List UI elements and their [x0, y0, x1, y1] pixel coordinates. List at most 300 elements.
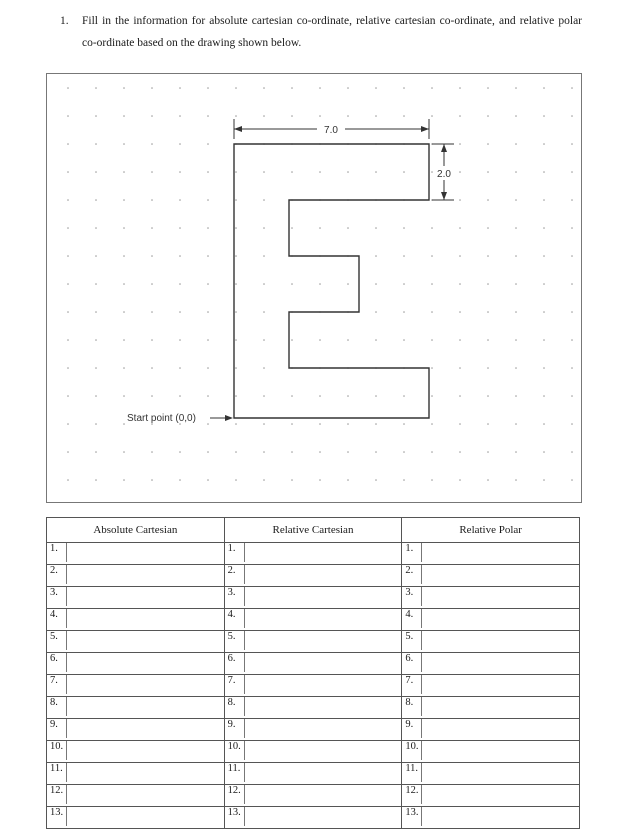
grid-dot: [235, 171, 237, 173]
grid-dot: [235, 339, 237, 341]
grid-dot: [263, 115, 265, 117]
grid-dot: [515, 479, 517, 481]
grid-dot: [207, 395, 209, 397]
grid-dot: [179, 395, 181, 397]
grid-dot: [375, 451, 377, 453]
row-number: 11.: [405, 763, 422, 782]
grid-dot: [571, 171, 573, 173]
grid-dot: [487, 423, 489, 425]
grid-dot: [151, 227, 153, 229]
grid-dot: [123, 479, 125, 481]
grid-dot: [179, 87, 181, 89]
grid-dot: [123, 143, 125, 145]
grid-dot: [431, 255, 433, 257]
grid-dot: [347, 451, 349, 453]
grid-dot: [179, 171, 181, 173]
grid-dot: [459, 255, 461, 257]
grid-dot: [431, 227, 433, 229]
grid-dot: [459, 311, 461, 313]
relative-polar-cell[interactable]: [402, 543, 580, 565]
grid-dot: [319, 395, 321, 397]
dimension-2-arrow-top: [441, 144, 447, 152]
relative-cartesian-cell[interactable]: [224, 565, 402, 587]
table-row: [47, 587, 580, 609]
grid-dot: [487, 115, 489, 117]
question-text: Fill in the information for absolute cartesian co-ordinate, relative cartesian co-ordinate, and relative polar co-ordinate based on the drawing shown below.: [82, 15, 582, 49]
grid-dot: [95, 143, 97, 145]
grid-dot: [179, 451, 181, 453]
grid-dot: [347, 171, 349, 173]
grid-dot: [515, 199, 517, 201]
grid-dot: [95, 87, 97, 89]
grid-dot: [263, 199, 265, 201]
grid-dot: [207, 367, 209, 369]
grid-dot: [515, 87, 517, 89]
absolute-cartesian-cell[interactable]: [47, 741, 225, 763]
grid-dot: [207, 87, 209, 89]
e-shape-drawing: [47, 74, 581, 502]
grid-dot: [515, 255, 517, 257]
start-point-label: Start point (0,0): [127, 413, 196, 424]
relative-polar-cell[interactable]: [402, 763, 580, 785]
grid-dot: [459, 227, 461, 229]
grid-dot: [375, 283, 377, 285]
dimension-7-label: 7.0: [324, 125, 338, 136]
grid-dot: [291, 227, 293, 229]
absolute-cartesian-cell[interactable]: [47, 785, 225, 807]
row-number: 3.: [405, 587, 422, 606]
row-number: 4.: [50, 609, 67, 628]
grid-dot: [95, 339, 97, 341]
grid-dot: [543, 283, 545, 285]
dimension-7-arrow-right: [421, 126, 429, 132]
grid-dot: [543, 423, 545, 425]
grid-dot: [543, 87, 545, 89]
grid-dot: [179, 255, 181, 257]
row-number: 7.: [405, 675, 422, 694]
grid-dot: [347, 339, 349, 341]
table-row: [47, 543, 580, 565]
grid-dot: [431, 311, 433, 313]
relative-cartesian-cell[interactable]: [224, 587, 402, 609]
grid-dot: [571, 227, 573, 229]
grid-dot: [543, 199, 545, 201]
grid-dot: [263, 87, 265, 89]
answer-table-wrapper: [46, 517, 580, 829]
row-number: 2.: [50, 565, 67, 584]
grid-dot: [487, 199, 489, 201]
grid-dot: [95, 395, 97, 397]
grid-dot: [571, 143, 573, 145]
relative-polar-cell[interactable]: [402, 631, 580, 653]
grid-dot: [375, 479, 377, 481]
grid-dot: [95, 367, 97, 369]
grid-dot: [207, 311, 209, 313]
grid-dot: [403, 283, 405, 285]
grid-dot: [151, 199, 153, 201]
row-number: 4.: [405, 609, 422, 628]
question-number: 1.: [60, 15, 69, 27]
grid-dot: [207, 423, 209, 425]
grid-dot: [375, 339, 377, 341]
row-number: 3.: [50, 587, 67, 606]
row-number: 11.: [50, 763, 67, 782]
grid-dot: [151, 339, 153, 341]
grid-dot: [403, 227, 405, 229]
grid-dot: [403, 395, 405, 397]
grid-dot: [431, 479, 433, 481]
grid-dot: [123, 423, 125, 425]
grid-dot: [151, 367, 153, 369]
grid-dot: [515, 395, 517, 397]
absolute-cartesian-cell[interactable]: [47, 763, 225, 785]
grid-dot: [179, 143, 181, 145]
row-number: 5.: [50, 631, 67, 650]
grid-dot: [403, 115, 405, 117]
row-number: 5.: [228, 631, 245, 650]
grid-dot: [179, 311, 181, 313]
dimension-7-arrow-left: [234, 126, 242, 132]
row-number: 1.: [405, 543, 422, 562]
grid-dot: [151, 115, 153, 117]
relative-cartesian-cell[interactable]: [224, 785, 402, 807]
grid-dot: [431, 339, 433, 341]
grid-dot: [571, 479, 573, 481]
grid-dot: [179, 227, 181, 229]
grid-dot: [123, 199, 125, 201]
grid-dot: [347, 87, 349, 89]
relative-polar-cell[interactable]: [402, 587, 580, 609]
grid-dot: [347, 479, 349, 481]
relative-polar-cell[interactable]: [402, 807, 580, 829]
grid-dot: [459, 367, 461, 369]
grid-dot: [403, 451, 405, 453]
grid-dot: [67, 311, 69, 313]
grid-dot: [487, 451, 489, 453]
row-number: 12.: [405, 785, 422, 804]
relative-cartesian-cell[interactable]: [224, 609, 402, 631]
grid-dot: [571, 423, 573, 425]
row-number: 6.: [405, 653, 422, 672]
row-number: 9.: [50, 719, 67, 738]
grid-dot: [543, 311, 545, 313]
grid-dot: [207, 227, 209, 229]
grid-dot: [235, 255, 237, 257]
relative-cartesian-cell[interactable]: [224, 543, 402, 565]
grid-dot: [95, 115, 97, 117]
grid-dot: [123, 255, 125, 257]
grid-dot: [123, 339, 125, 341]
grid-dot: [235, 395, 237, 397]
relative-cartesian-cell[interactable]: [224, 719, 402, 741]
grid-dot: [235, 115, 237, 117]
grid-dot: [347, 227, 349, 229]
grid-dot: [151, 479, 153, 481]
relative-cartesian-cell[interactable]: [224, 697, 402, 719]
grid-dot: [291, 423, 293, 425]
grid-dot: [459, 87, 461, 89]
grid-dot: [515, 339, 517, 341]
grid-dot: [515, 367, 517, 369]
grid-dot: [67, 479, 69, 481]
grid-dot: [291, 171, 293, 173]
row-number: 3.: [228, 587, 245, 606]
row-number: 13.: [405, 807, 422, 826]
relative-cartesian-cell[interactable]: [224, 763, 402, 785]
grid-dot: [263, 283, 265, 285]
row-number: 2.: [405, 565, 422, 584]
row-number: 8.: [228, 697, 245, 716]
header-relative-polar: Relative Polar: [402, 518, 580, 543]
relative-polar-cell[interactable]: [402, 785, 580, 807]
grid-dot: [263, 255, 265, 257]
grid-dot: [151, 143, 153, 145]
grid-dot: [151, 87, 153, 89]
table-row: [47, 675, 580, 697]
grid-dot: [543, 339, 545, 341]
grid-dot: [235, 451, 237, 453]
row-number: 12.: [50, 785, 67, 804]
grid-dot: [431, 171, 433, 173]
grid-dot: [459, 479, 461, 481]
grid-dot: [375, 395, 377, 397]
absolute-cartesian-cell[interactable]: [47, 609, 225, 631]
row-number: 9.: [228, 719, 245, 738]
e-shape-outline: [234, 144, 429, 418]
row-number: 10.: [228, 741, 245, 760]
table-row: [47, 763, 580, 785]
table-body: [47, 543, 580, 829]
grid-dot: [431, 115, 433, 117]
grid-dot: [571, 87, 573, 89]
grid-dot: [207, 479, 209, 481]
grid-dot: [515, 143, 517, 145]
grid-dot: [123, 115, 125, 117]
grid-dot: [235, 199, 237, 201]
grid-dot: [123, 283, 125, 285]
grid-dot: [123, 87, 125, 89]
grid-dot: [403, 87, 405, 89]
grid-dot: [571, 115, 573, 117]
grid-dot: [179, 283, 181, 285]
grid-dot: [235, 423, 237, 425]
grid-dot: [375, 115, 377, 117]
grid-dot: [403, 423, 405, 425]
grid-dot: [347, 423, 349, 425]
grid-dot: [123, 451, 125, 453]
grid-dot: [263, 451, 265, 453]
grid-dot: [487, 479, 489, 481]
grid-dot: [487, 227, 489, 229]
grid-dot: [263, 367, 265, 369]
grid-dot: [151, 395, 153, 397]
table-row: [47, 609, 580, 631]
relative-polar-cell[interactable]: [402, 697, 580, 719]
grid-dot: [95, 423, 97, 425]
grid-dot: [151, 283, 153, 285]
row-number: 12.: [228, 785, 245, 804]
row-number: 8.: [50, 697, 67, 716]
grid-dot: [67, 451, 69, 453]
grid-dot: [291, 479, 293, 481]
absolute-cartesian-cell[interactable]: [47, 807, 225, 829]
relative-cartesian-cell[interactable]: [224, 741, 402, 763]
grid-dot: [95, 199, 97, 201]
row-number: 1.: [50, 543, 67, 562]
grid-dot: [95, 283, 97, 285]
grid-dot: [67, 423, 69, 425]
absolute-cartesian-cell[interactable]: [47, 675, 225, 697]
grid-dot: [207, 339, 209, 341]
grid-dot: [291, 115, 293, 117]
relative-polar-cell[interactable]: [402, 653, 580, 675]
grid-dot: [319, 423, 321, 425]
grid-dot: [95, 311, 97, 313]
absolute-cartesian-cell[interactable]: [47, 587, 225, 609]
grid-dot: [151, 255, 153, 257]
grid-dot: [291, 395, 293, 397]
grid-dot: [515, 451, 517, 453]
grid-dot: [431, 451, 433, 453]
grid-dot: [67, 171, 69, 173]
grid-dot: [459, 423, 461, 425]
row-number: 10.: [50, 741, 67, 760]
row-number: 6.: [228, 653, 245, 672]
grid-dot: [515, 311, 517, 313]
grid-dot: [375, 311, 377, 313]
grid-dot: [179, 199, 181, 201]
grid-dot: [487, 143, 489, 145]
relative-polar-cell[interactable]: [402, 565, 580, 587]
grid-dot: [543, 171, 545, 173]
grid-dot: [95, 451, 97, 453]
row-number: 5.: [405, 631, 422, 650]
table-row: [47, 631, 580, 653]
grid-dot: [571, 283, 573, 285]
absolute-cartesian-cell[interactable]: [47, 543, 225, 565]
absolute-cartesian-cell[interactable]: [47, 631, 225, 653]
grid-dot: [179, 367, 181, 369]
grid-dot: [95, 227, 97, 229]
grid-dot: [459, 395, 461, 397]
grid-dot: [67, 87, 69, 89]
grid-dot: [67, 367, 69, 369]
grid-dot: [571, 367, 573, 369]
grid-dot: [487, 395, 489, 397]
grid-dot: [67, 227, 69, 229]
relative-polar-cell[interactable]: [402, 741, 580, 763]
grid-dot: [263, 171, 265, 173]
grid-dot: [67, 255, 69, 257]
grid-dot: [459, 171, 461, 173]
table-row: [47, 785, 580, 807]
table-header-row: [47, 518, 580, 543]
grid-dot: [67, 283, 69, 285]
grid-dot: [67, 395, 69, 397]
grid-dot: [543, 451, 545, 453]
relative-cartesian-cell[interactable]: [224, 631, 402, 653]
grid-dot: [571, 199, 573, 201]
relative-polar-cell[interactable]: [402, 719, 580, 741]
absolute-cartesian-cell[interactable]: [47, 653, 225, 675]
grid-dot: [319, 227, 321, 229]
table-row: [47, 565, 580, 587]
grid-dot: [67, 339, 69, 341]
grid-dot: [207, 255, 209, 257]
grid-dot: [95, 255, 97, 257]
grid-dot: [151, 311, 153, 313]
grid-dot: [487, 339, 489, 341]
relative-cartesian-cell[interactable]: [224, 807, 402, 829]
row-number: 13.: [228, 807, 245, 826]
absolute-cartesian-cell[interactable]: [47, 697, 225, 719]
grid-dot: [431, 283, 433, 285]
grid-dot: [207, 171, 209, 173]
answer-table: [46, 517, 580, 829]
grid-dot: [179, 339, 181, 341]
grid-dot: [515, 423, 517, 425]
grid-dot: [291, 451, 293, 453]
header-relative-cartesian: Relative Cartesian: [224, 518, 402, 543]
grid-dot: [403, 255, 405, 257]
table-row: [47, 807, 580, 829]
grid-dot: [67, 143, 69, 145]
grid-dot: [123, 367, 125, 369]
dimension-2-label: 2.0: [437, 169, 451, 180]
row-number: 11.: [228, 763, 245, 782]
grid-dot: [431, 423, 433, 425]
grid-dot: [459, 283, 461, 285]
row-number: 9.: [405, 719, 422, 738]
grid-dot: [319, 87, 321, 89]
grid-dot: [263, 423, 265, 425]
grid-dot: [319, 451, 321, 453]
relative-polar-cell[interactable]: [402, 609, 580, 631]
relative-polar-cell[interactable]: [402, 675, 580, 697]
grid-dot: [347, 115, 349, 117]
grid-dot: [515, 283, 517, 285]
dimension-2-arrow-bottom: [441, 192, 447, 200]
grid-dot: [263, 227, 265, 229]
grid-dot: [543, 367, 545, 369]
relative-cartesian-cell[interactable]: [224, 653, 402, 675]
grid-dot: [571, 255, 573, 257]
relative-cartesian-cell[interactable]: [224, 675, 402, 697]
grid-dot: [487, 255, 489, 257]
grid-dot: [291, 283, 293, 285]
grid-dot: [235, 311, 237, 313]
grid-dot: [375, 255, 377, 257]
table-row: [47, 653, 580, 675]
absolute-cartesian-cell[interactable]: [47, 719, 225, 741]
grid-dot: [179, 479, 181, 481]
grid-dot: [459, 339, 461, 341]
grid-dot: [347, 395, 349, 397]
grid-dot: [543, 255, 545, 257]
grid-dot: [95, 171, 97, 173]
grid-dot: [375, 171, 377, 173]
grid-dot: [487, 311, 489, 313]
grid-dot: [543, 115, 545, 117]
grid-dot: [459, 451, 461, 453]
absolute-cartesian-cell[interactable]: [47, 565, 225, 587]
grid-dot: [151, 171, 153, 173]
grid-dot: [151, 451, 153, 453]
grid-dot: [571, 451, 573, 453]
grid-dot: [235, 227, 237, 229]
row-number: 8.: [405, 697, 422, 716]
grid-dot: [207, 451, 209, 453]
